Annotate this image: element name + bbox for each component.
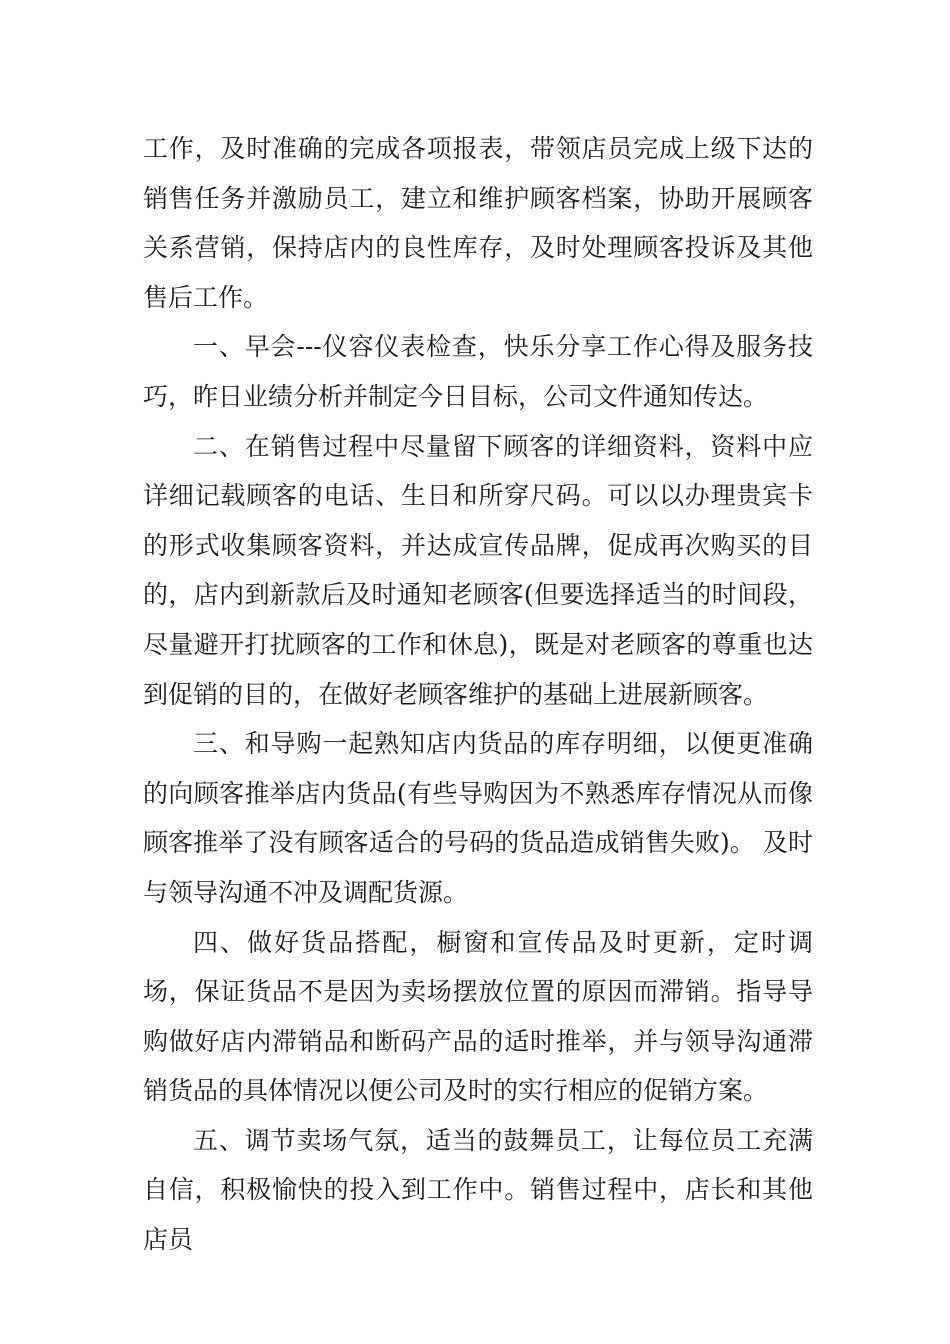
paragraph-item-3: 三、和导购一起熟知店内货品的库存明细，以便更准确的向顾客推举店内货品(有些导购因为不熟悉库存情况从而像顾客推举了没有顾客适合的号码的货品造成销售失败)。 及时与领导沟通不冲及调配货源。	[143, 729, 813, 907]
document-body	[143, 124, 813, 1265]
paragraph-item-1: 一、早会---仪容仪表检查，快乐分享工作心得及服务技巧，昨日业绩分析并制定今日目标，公司文件通知传达。	[143, 332, 813, 411]
paragraph-item-2: 二、在销售过程中尽量留下顾客的详细资料，资料中应详细记载顾客的电话、生日和所穿尺码。可以以办理贵宾卡的形式收集顾客资料，并达成宣传品牌，促成再次购买的目的，店内到新款后及时通知老顾客(但要选择适当的时间段，尽量避开打扰顾客的工作和休息)，既是对老顾客的尊重也达到促销的目的，在做好老顾客维护的基础上进展新顾客。	[143, 431, 813, 709]
paragraph-item-5: 五、调节卖场气氛，适当的鼓舞员工，让每位员工充满自信，积极愉快的投入到工作中。销售过程中，店长和其他店员	[143, 1125, 813, 1255]
paragraph-item-4: 四、做好货品搭配，橱窗和宣传品及时更新，定时调场，保证货品不是因为卖场摆放位置的原因而滞销。指导导购做好店内滞销品和断码产品的适时推举，并与领导沟通滞销货品的具体情况以便公司及时的实行相应的促销方案。	[143, 927, 813, 1106]
paragraph-continuation: 工作，及时准确的完成各项报表，带领店员完成上级下达的销售任务并激励员工，建立和维护顾客档案，协助开展顾客关系营销，保持店内的良性库存，及时处理顾客投诉及其他售后工作。	[143, 134, 813, 312]
